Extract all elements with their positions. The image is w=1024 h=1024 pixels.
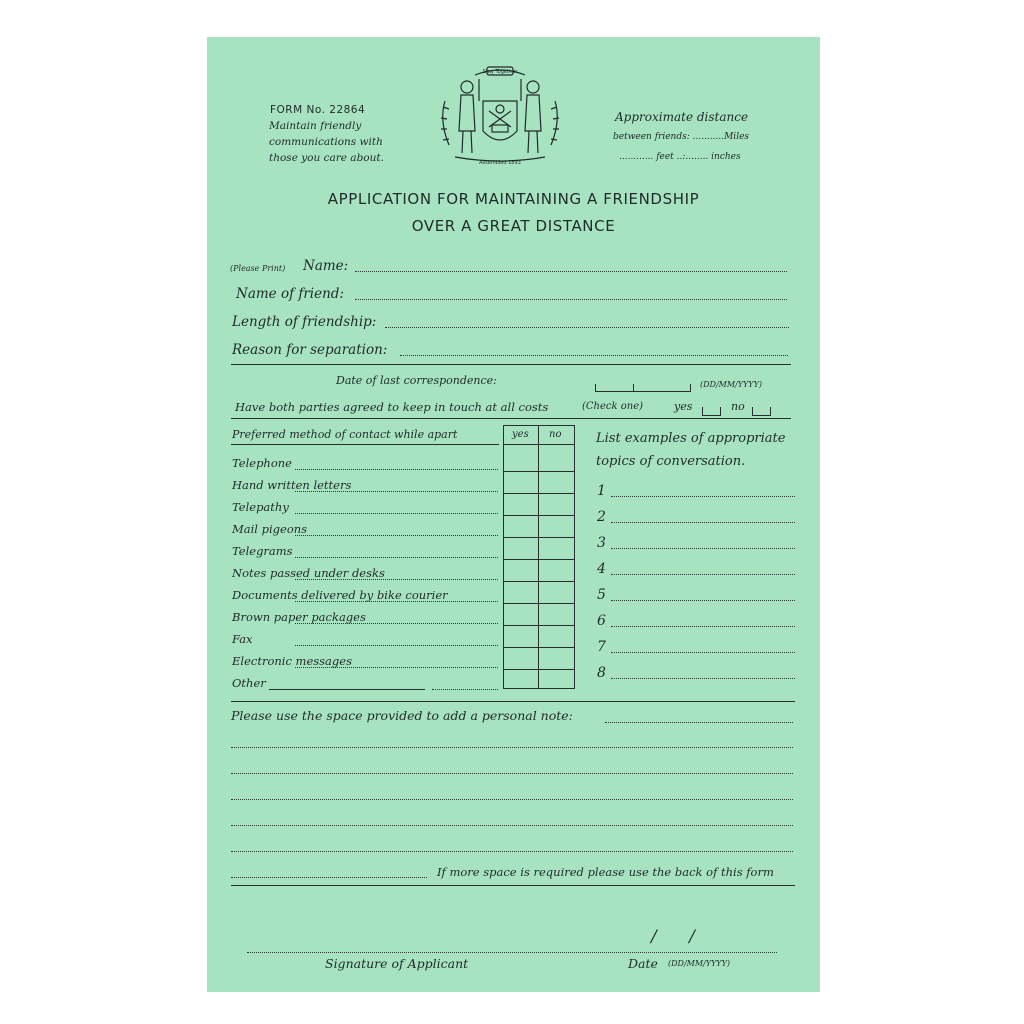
contact-no-checkbox[interactable]	[540, 650, 572, 668]
agreement-yes-label: yes	[674, 400, 693, 413]
signature-date-format: (DD/MM/YYYY)	[668, 959, 730, 968]
tagline-line-1: Maintain friendly	[269, 120, 362, 132]
friendship-length-label: Length of friendship:	[232, 314, 377, 330]
topic-number: 5	[597, 587, 606, 603]
topic-number: 3	[597, 535, 606, 551]
last-correspondence-label: Date of last correspondence:	[336, 374, 497, 387]
contact-method-label: Mail pigeons	[232, 522, 308, 536]
note-line-5[interactable]	[231, 825, 793, 826]
signature-label: Signature of Applicant	[325, 956, 469, 971]
coat-of-arms-seal	[435, 61, 565, 171]
check-one-note: (Check one)	[582, 401, 644, 412]
contact-no-checkbox[interactable]	[540, 452, 572, 470]
topic-field[interactable]	[611, 496, 795, 497]
agreement-no-box[interactable]	[752, 407, 771, 416]
contact-method-label: Brown paper packages	[232, 610, 366, 624]
contact-no-checkbox[interactable]	[540, 540, 572, 558]
contact-yes-checkbox[interactable]	[505, 650, 537, 668]
contact-method-leader	[295, 623, 498, 624]
contact-yes-checkbox[interactable]	[505, 452, 537, 470]
name-field[interactable]	[355, 271, 787, 272]
topic-field[interactable]	[611, 600, 795, 601]
name-label: Name:	[303, 258, 349, 274]
personal-note-label: Please use the space provided to add a personal note:	[231, 708, 573, 723]
contact-method-leader	[269, 689, 425, 690]
contact-method-leader	[295, 491, 498, 492]
contact-method-label: Other	[232, 676, 266, 690]
contact-no-checkbox[interactable]	[540, 628, 572, 646]
topics-title-line-2: topics of conversation.	[596, 454, 746, 469]
topic-number: 4	[597, 561, 606, 577]
form-title-line-1: APPLICATION FOR MAINTAINING A FRIENDSHIP	[327, 190, 700, 208]
signature-date-label: Date	[628, 956, 658, 971]
contact-yes-checkbox[interactable]	[505, 496, 537, 514]
other-leader-dots	[432, 689, 498, 690]
form-number: FORM No. 22864	[270, 104, 366, 116]
signature-line[interactable]	[247, 952, 777, 953]
contact-yes-checkbox[interactable]	[505, 474, 537, 492]
topic-field[interactable]	[611, 678, 795, 679]
last-correspondence-date-field[interactable]	[595, 383, 691, 392]
contact-method-label: Fax	[232, 632, 253, 646]
contact-no-checkbox[interactable]	[540, 496, 572, 514]
contact-yes-checkbox[interactable]	[505, 606, 537, 624]
grid-row-line	[503, 647, 574, 648]
distance-feet-inches: ............ feet ..:........ inches	[619, 152, 741, 162]
contact-method-leader	[295, 579, 498, 580]
contact-yes-checkbox[interactable]	[505, 540, 537, 558]
topic-number: 2	[597, 509, 606, 525]
contact-no-checkbox[interactable]	[540, 584, 572, 602]
topic-field[interactable]	[611, 522, 795, 523]
grid-row-line	[503, 537, 574, 538]
topic-number: 6	[597, 613, 606, 629]
separation-reason-label: Reason for separation:	[232, 342, 388, 358]
grid-header-line	[503, 444, 574, 445]
distance-miles: between friends: ...........Miles	[613, 132, 750, 142]
contact-method-leader	[295, 557, 498, 558]
contact-method-header: Preferred method of contact while apart	[232, 428, 458, 441]
contact-yes-checkbox[interactable]	[505, 562, 537, 580]
divider-4	[231, 885, 795, 886]
friendship-length-field[interactable]	[385, 327, 789, 328]
topics-title-line-1: List examples of appropriate	[596, 431, 786, 446]
tagline-line-2: communications with	[269, 136, 383, 148]
contact-method-leader	[295, 469, 498, 470]
grid-row-line	[503, 603, 574, 604]
contact-no-checkbox[interactable]	[540, 518, 572, 536]
contact-method-label: Telepathy	[232, 500, 289, 514]
application-form	[207, 37, 820, 992]
please-print-note: (Please Print)	[230, 264, 286, 273]
contact-header-underline	[231, 444, 499, 445]
grid-row-line	[503, 493, 574, 494]
topic-number: 8	[597, 665, 606, 681]
contact-no-checkbox[interactable]	[540, 606, 572, 624]
contact-method-leader	[295, 513, 498, 514]
divider-1	[231, 364, 791, 365]
note-line-3[interactable]	[231, 773, 793, 774]
separation-reason-field[interactable]	[400, 355, 788, 356]
grid-row-line	[503, 669, 574, 670]
note-line-7[interactable]	[231, 877, 427, 878]
contact-method-label: Telephone	[232, 456, 292, 470]
note-line-2[interactable]	[231, 747, 793, 748]
contact-no-checkbox[interactable]	[540, 562, 572, 580]
seal-base-text: Assembled 1893	[479, 160, 521, 166]
contact-no-checkbox[interactable]	[540, 672, 572, 690]
friend-name-label: Name of friend:	[236, 286, 344, 302]
grid-row-line	[503, 581, 574, 582]
date-slashes: / /	[651, 927, 695, 947]
seal-ribbon-text: Stay Together	[482, 69, 518, 75]
grid-no-header: no	[549, 429, 562, 440]
contact-no-checkbox[interactable]	[540, 474, 572, 492]
divider-3	[231, 701, 795, 702]
contact-yes-checkbox[interactable]	[505, 672, 537, 690]
friend-name-field[interactable]	[355, 299, 787, 300]
agreement-yes-box[interactable]	[702, 407, 721, 416]
topic-number: 7	[597, 639, 606, 655]
form-title-line-2: OVER A GREAT DISTANCE	[411, 217, 616, 235]
contact-method-leader	[295, 535, 498, 536]
topic-field[interactable]	[611, 652, 795, 653]
contact-yes-checkbox[interactable]	[505, 518, 537, 536]
contact-method-leader	[295, 667, 498, 668]
distance-title: Approximate distance	[615, 110, 749, 124]
divider-2	[231, 418, 791, 419]
note-line-6[interactable]	[231, 851, 793, 852]
contact-yes-checkbox[interactable]	[505, 584, 537, 602]
contact-method-label: Documents delivered by bike courier	[232, 588, 448, 602]
grid-center-line	[538, 425, 539, 689]
contact-method-label: Telegrams	[232, 544, 293, 558]
agreement-no-label: no	[731, 400, 745, 413]
note-line-1[interactable]	[605, 722, 793, 723]
contact-method-label: Notes passed under desks	[232, 566, 385, 580]
contact-yes-checkbox[interactable]	[505, 628, 537, 646]
tagline-line-3: those you care about.	[269, 152, 384, 164]
topic-field[interactable]	[611, 548, 795, 549]
grid-row-line	[503, 471, 574, 472]
contact-method-label: Electronic messages	[232, 654, 352, 668]
grid-row-line	[503, 559, 574, 560]
grid-row-line	[503, 625, 574, 626]
grid-yes-header: yes	[512, 429, 529, 440]
grid-row-line	[503, 515, 574, 516]
agreement-label: Have both parties agreed to keep in touch at all costs	[235, 400, 549, 414]
topic-field[interactable]	[611, 574, 795, 575]
contact-method-leader	[295, 601, 498, 602]
note-line-4[interactable]	[231, 799, 793, 800]
topic-number: 1	[597, 483, 606, 499]
more-space-note: If more space is required please use the back of this form	[437, 865, 774, 879]
topic-field[interactable]	[611, 626, 795, 627]
contact-method-leader	[295, 645, 498, 646]
last-correspondence-format: (DD/MM/YYYY)	[700, 380, 762, 389]
contact-method-label: Hand written letters	[232, 478, 352, 492]
